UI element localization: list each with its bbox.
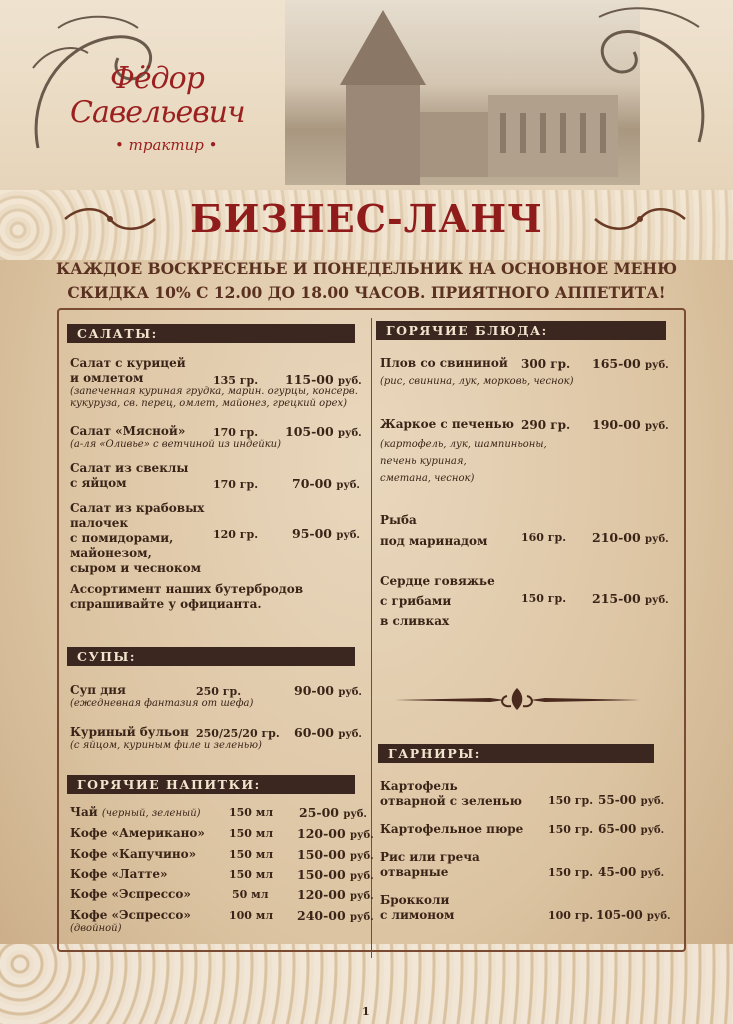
fortress-wall: [420, 112, 490, 177]
price: 150-00 руб.: [297, 847, 374, 862]
price: 45-00 руб.: [598, 865, 665, 879]
weight: 170 гр.: [213, 478, 259, 491]
weight: 290 гр.: [521, 418, 571, 432]
weight: 170 гр.: [213, 426, 259, 439]
menu-item-espresso: Кофе «Эспрессо»: [70, 887, 191, 901]
logo-name-last: Савельевич: [70, 95, 245, 130]
price: 105-00 руб.: [285, 424, 362, 439]
sandwich-note: Ассортимент наших бутербродов спрашивайте у официанта.: [70, 582, 304, 611]
weight: 150 гр.: [548, 794, 594, 807]
weight: 120 гр.: [213, 528, 259, 541]
volume: 100 мл: [229, 909, 274, 922]
menu-item-salad-meat: Салат «Мясной» (а-ля «Оливье» с ветчиной из индейки): [70, 424, 282, 450]
menu-item-broccoli: Брокколи с лимоном: [380, 893, 455, 922]
menu-item-tea: Чай (черный, зеленый): [70, 805, 201, 819]
price: 90-00 руб.: [294, 683, 362, 698]
weight: 250/25/20 гр.: [196, 727, 280, 740]
volume: 150 мл: [229, 827, 274, 840]
price: 95-00 руб.: [292, 526, 360, 541]
price: 105-00 руб.: [596, 908, 671, 922]
promo-text: [0, 257, 733, 305]
menu-item-plov: Плов со свининой (рис, свинина, лук, морковь, чеснок): [380, 356, 574, 387]
price: 55-00 руб.: [598, 793, 665, 807]
menu-item-salad-beet: Салат из свеклы с яйцом: [70, 461, 189, 490]
price: 240-00 руб.: [297, 908, 374, 923]
price: 65-00 руб.: [598, 822, 665, 836]
menu-item-beef-heart: Сердце говяжье с грибами в сливках: [380, 574, 495, 628]
weight: 100 гр.: [548, 909, 594, 922]
menu-item-rice-buckwheat: Рис или греча отварные: [380, 850, 480, 879]
fleur-de-lis-divider: [395, 688, 640, 712]
logo-name-first: Фёдор: [110, 61, 204, 96]
promo-line-1: КАЖДОЕ ВОСКРЕСЕНЬЕ И ПОНЕДЕЛЬНИК НА ОСНОВНОЕ МЕНЮ: [55, 259, 678, 278]
column-divider: [371, 318, 372, 958]
weight: 135 гр.: [213, 374, 259, 387]
volume: 150 мл: [229, 848, 274, 861]
price: 165-00 руб.: [592, 356, 669, 371]
menu-item-americano: Кофе «Американо»: [70, 826, 205, 840]
weight: 300 гр.: [521, 357, 571, 371]
page-number: 1: [362, 1005, 370, 1018]
price: 60-00 руб.: [294, 725, 362, 740]
volume: 150 мл: [229, 806, 274, 819]
menu-item-fish: Рыба под маринадом: [380, 513, 488, 548]
price: 120-00 руб.: [297, 887, 374, 902]
section-header-salads: САЛАТЫ:: [67, 324, 355, 343]
promo-line-2: СКИДКА 10% С 12.00 ДО 18.00 ЧАСОВ. ПРИЯТНОГО АППЕТИТА!: [67, 283, 666, 302]
weight: 160 гр.: [521, 531, 567, 544]
menu-item-cappuccino: Кофе «Капучино»: [70, 847, 197, 861]
price: 70-00 руб.: [292, 476, 360, 491]
weight: 150 гр.: [548, 866, 594, 879]
price: 120-00 руб.: [297, 826, 374, 841]
menu-item-soup-day: Суп дня (ежедневная фантазия от шефа): [70, 683, 254, 709]
price: 25-00 руб.: [299, 805, 367, 820]
volume: 150 мл: [229, 868, 274, 881]
page-title: БИЗНЕС-ЛАНЧ: [190, 196, 543, 241]
weight: 150 гр.: [521, 592, 567, 605]
section-header-drinks: ГОРЯЧИЕ НАПИТКИ:: [67, 775, 355, 794]
tower-illustration: [340, 10, 426, 185]
swirl-ornament-right: [589, 2, 719, 152]
weight: 250 гр.: [196, 685, 242, 698]
menu-item-espresso-double: Кофе «Эспрессо» (двойной): [70, 908, 191, 934]
menu-item-zharkoe: Жаркое с печенью (картофель, лук, шампиньоны, печень куриная, сметана, чеснок): [380, 417, 547, 484]
menu-item-chicken-broth: Куриный бульон (с яйцом, куриным филе и зеленью): [70, 725, 262, 751]
menu-item-potatoes: Картофель отварной с зеленью: [380, 779, 522, 808]
price: 210-00 руб.: [592, 530, 669, 545]
menu-item-latte: Кофе «Латте»: [70, 867, 168, 881]
section-header-hot-dishes: ГОРЯЧИЕ БЛЮДА:: [376, 321, 666, 340]
restaurant-logo: [70, 62, 260, 154]
menu-item-salad-crab: Салат из крабовых палочек с помидорами, майонезом, сыром и чесноком: [70, 501, 205, 575]
menu-item-salad-chicken: Салат с курицей и омлетом (запеченная куриная грудка, марин. огурцы, консерв. кукуруза, св. перец, омлет, майонез, грецкий орех): [70, 356, 358, 409]
price: 115-00 руб.: [285, 372, 362, 387]
price: 190-00 руб.: [592, 417, 669, 432]
price: 215-00 руб.: [592, 591, 669, 606]
menu-item-mashed-potatoes: Картофельное пюре: [380, 822, 524, 836]
volume: 50 мл: [232, 888, 269, 901]
weight: 150 гр.: [548, 823, 594, 836]
section-header-soups: СУПЫ:: [67, 647, 355, 666]
price: 150-00 руб.: [297, 867, 374, 882]
logo-subtitle: • трактир •: [115, 136, 218, 154]
section-header-garnish: ГАРНИРЫ:: [378, 744, 654, 763]
flourish-right-icon: [590, 206, 690, 232]
